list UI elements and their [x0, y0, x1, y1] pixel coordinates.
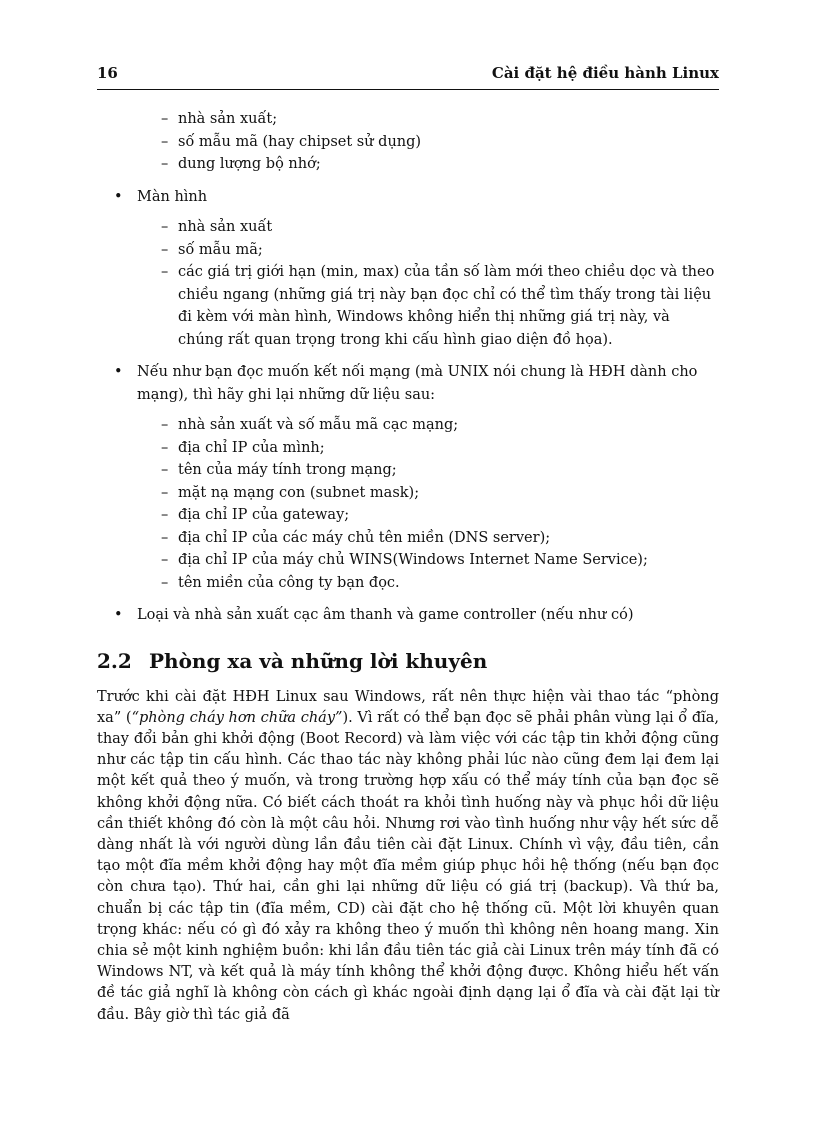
- list-item: – dung lượng bộ nhớ;: [161, 153, 719, 176]
- paragraph-text: Trước khi cài đặt HĐH Linux sau Windows, rất nên thực hiện vài thao tác “phòng xa” (: [97, 688, 719, 726]
- list-item: – tên miền của công ty bạn đọc.: [161, 572, 719, 595]
- bullet-network: • Nếu như bạn đọc muốn kết nối mạng (mà UNIX nói chung là HĐH dành cho mạng), thì hãy ghi lại những dữ liệu sau:: [97, 361, 719, 406]
- page-number: 16: [97, 64, 118, 82]
- list-item: – nhà sản xuất: [161, 216, 719, 239]
- body-paragraph: [97, 687, 719, 1026]
- card-details-list: [97, 108, 719, 176]
- page-body: [97, 108, 719, 1026]
- section-number: 2.2: [97, 648, 132, 673]
- list-item: – số mẫu mã (hay chipset sử dụng): [161, 131, 719, 154]
- bullet-sound: • Loại và nhà sản xuất cạc âm thanh và game controller (nếu như có): [97, 604, 719, 627]
- network-details-list: [97, 414, 719, 594]
- running-title: Cài đặt hệ điều hành Linux: [491, 64, 719, 82]
- section-heading: [97, 647, 719, 675]
- list-item: – các giá trị giới hạn (min, max) của tần số làm mới theo chiều dọc và theo chiều ngang (những giá trị này bạn đọc chỉ có thể tìm thấy trong tài liệu đi kèm với màn hình, Windows không hiển thị những giá trị này, và chúng rất quan trọng trong khi cấu hình giao diện đồ họa).: [161, 261, 719, 351]
- list-item: – nhà sản xuất;: [161, 108, 719, 131]
- paragraph-italic-quote: “phòng cháy hơn chữa cháy”: [131, 709, 343, 726]
- list-item: – số mẫu mã;: [161, 239, 719, 262]
- list-item: – địa chỉ IP của máy chủ WINS(Windows Internet Name Service);: [161, 549, 719, 572]
- list-item: – địa chỉ IP của mình;: [161, 437, 719, 460]
- monitor-details-list: [97, 216, 719, 351]
- bullet-monitor: • Màn hình: [97, 186, 719, 209]
- list-item: – địa chỉ IP của gateway;: [161, 504, 719, 527]
- page-header: [97, 64, 719, 86]
- list-item: – tên của máy tính trong mạng;: [161, 459, 719, 482]
- section-title: Phòng xa và những lời khuyên: [149, 648, 488, 673]
- header-rule: [97, 89, 719, 90]
- list-item: – nhà sản xuất và số mẫu mã cạc mạng;: [161, 414, 719, 437]
- paragraph-text: ). Vì rất có thể bạn đọc sẽ phải phân vùng lại ổ đĩa, thay đổi bản ghi khởi động (Boot Record) và làm việc với các tập tin khởi động cũng như các tập tin cấu hình. Các thao tác này không phải lúc nào cũng đem lại đem lại một kết quả theo ý muốn, và trong trường hợp xấu có thể máy tính của bạn đọc sẽ không khởi động nữa. Có biết cách thoát ra khỏi tình huống này và phục hồi dữ liệu cần thiết không đó còn là một câu hỏi. Nhưng rơi vào tình huống như vậy hết sức dễ dàng nhất là với người dùng lần đầu tiên cài đặt Linux. Chính vì vậy, đầu tiên, cần tạo một đĩa mềm khởi động hay một đĩa mềm giúp phục hồi hệ thống (nếu bạn đọc còn chưa tạo). Thứ hai, cần ghi lại những dữ liệu có giá trị (backup). Và thứ ba, chuẩn bị các tập tin (đĩa mềm, CD) cài đặt cho hệ thống cũ. Một lời khuyên quan trọng khác: nếu có gì đó xảy ra không theo ý muốn thì không nên hoang mang. Xin chia sẻ một kinh nghiệm buồn: khi lần đầu tiên tác giả cài Linux trên máy tính đã có Windows NT, và kết quả là máy tính không thể khởi động được. Không hiểu hết vấn đề tác giả nghĩ là không còn cách gì khác ngoài định dạng lại ổ đĩa và cài đặt lại từ đầu. Bây giờ thì tác giả đã: [97, 709, 719, 1023]
- list-item: – địa chỉ IP của các máy chủ tên miền (DNS server);: [161, 527, 719, 550]
- list-item: – mặt nạ mạng con (subnet mask);: [161, 482, 719, 505]
